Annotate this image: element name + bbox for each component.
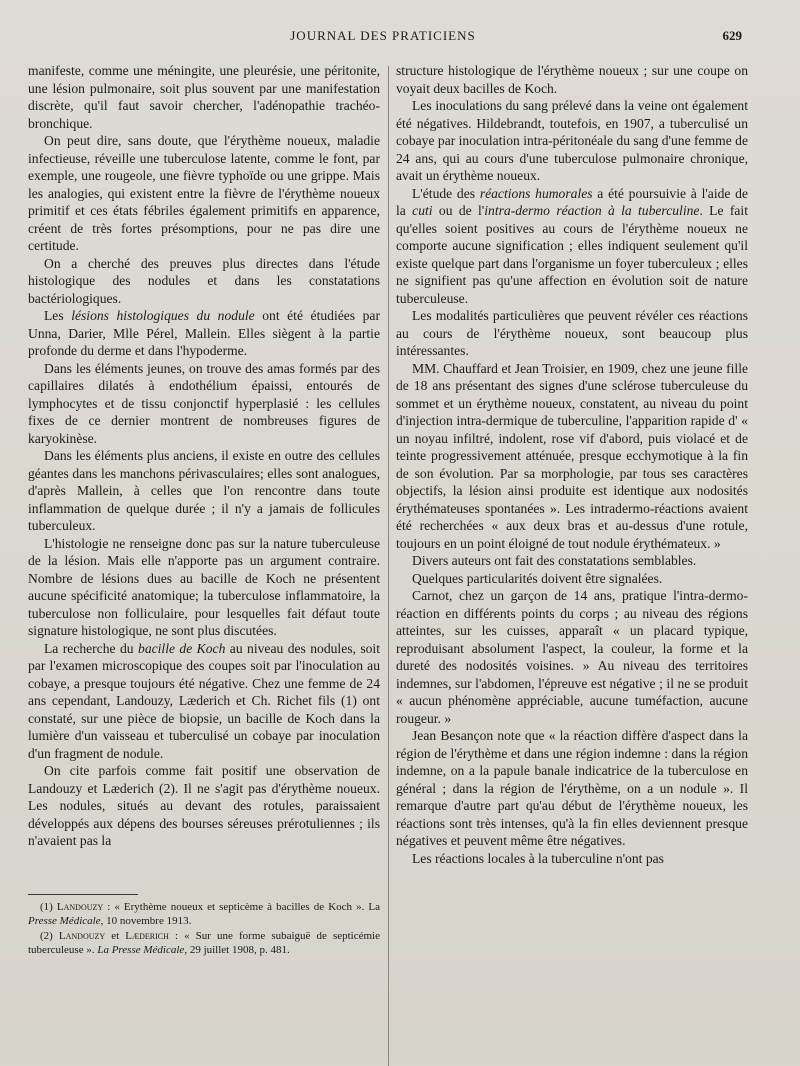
paragraph: Dans les éléments plus anciens, il existe en outre des cellules géantes dans les manchons périvasculaires; elles sont analogues, d'après Mallein, à celles que l'on rencontre dans toute inflammation de quelque durée ; il n'y a jamais de follicules tuberculeux.: [28, 448, 380, 533]
paragraph: MM. Chauffard et Jean Troisier, en 1909, chez une jeune fille de 18 ans présentant des signes d'une sclérose tuberculeuse du sommet et un érythème noueux, constatent, au niveau du point d'injection intra-dermique de tuberculine, l'apparition rapide d' « un noyau infiltré, indolent, rose vif d'abord, puis violacé et de teinte progressivement atténuée, presque ecchymotique à la fin de son évolution. Par sa morphologie, par tous ses caractères objectifs, la lésion ainsi produite est identique aux nodosités érythémateuses spontanées ». Les intradermo-réactions avaient été recherchées « aux deux bras et au-dessus d'une rotule, toujours en un point éloigné de tout nodule érythémateux. »: [396, 360, 748, 551]
paragraph: Divers auteurs ont fait des constatations semblables.: [412, 553, 697, 568]
paragraph: L'histologie ne renseigne donc pas sur la nature tuberculeuse de la lésion. Mais elle n'apporte pas un argument contraire. Nombre de lésions dues au bacille de Koch ne présentent aucune spécificité anatomique; la tuberculose inflammatoire, la tuberculose non folliculaire, pour lesquelles fait défaut toute signature histologique, ne sont plus discutées.: [28, 535, 380, 638]
paragraph: Les modalités particulières que peuvent révéler ces réactions au cours de l'érythème noueux, sont beaucoup plus intéressantes.: [396, 308, 748, 358]
paragraph: L'étude des réactions humorales a été poursuivie à l'aide de la cuti ou de l'intra-dermo réaction à la tuberculine. Le fait qu'elles soient positives au cours de l'érythème noueux ne comporte aucune signification ; elles indiquent seulement qu'il existe quelque part dans l'organisme un foyer tuberculeux ; elles ne signifient pas qu'une affection en évolution soit de nature tuberculeuse.: [396, 185, 749, 306]
paragraph: Carnot, chez un garçon de 14 ans, pratique l'intra-dermo-réaction en différents points du corps ; au niveau des régions atteintes, sur les cuisses, apparaît « un placard typique, reproduisant absolument l'aspect, la couleur, la forme et la dureté des nodosités voisines. » Au niveau des territoires indemnes, sur l'abdomen, l'épreuve est négative ; il ne se produit « aucun phénomène appréciable, aucune tuméfaction, aucune rougeur. »: [396, 588, 748, 726]
page-header: [24, 22, 742, 46]
emphasis: lésions histologiques du nodule: [71, 308, 255, 323]
paragraph: Les inoculations du sang prélevé dans la veine ont également été négatives. Hildebrandt, toutefois, en 1907, a tuberculisé un cobaye par inoculation intra-péritonéale du sang d'une femme de 24 ans, qui au cours d'une tuberculose pulmonaire chronique, avait un érythème noueux.: [396, 98, 748, 183]
paragraph: On a cherché des preuves plus directes dans l'étude histologique des nodules et dans les constatations bactériologiques.: [28, 255, 380, 306]
column-divider: [388, 66, 389, 1066]
paragraph: Jean Besançon note que « la réaction diffère d'aspect dans la région de l'érythème et dans une région indemne : dans la région indemne, on a la papule banale indicatrice de la tuberculose en général ; dans la région de l'érythème, on a un nodule ». Il remarque d'autre part qu'au début de l'érythème noueux, les réactions sont très intenses, qu'à la fin elles deviennent presque négatives et peuvent même être négatives.: [396, 728, 748, 848]
right-column: [396, 62, 748, 867]
paragraph: On cite parfois comme fait positif une observation de Landouzy et Læderich (2). Il ne s'agit pas d'érythème noueux. Les nodules, situés au devant des rotules, paraissaient développés aux dépens des bourses séreuses prérotuliennes ; ils n'avaient pas la: [28, 763, 380, 848]
paragraph: Dans les éléments jeunes, on trouve des amas formés par des capillaires dilatés à endothélium épaissi, entourés de lymphocytes et de tissu conjonctif hyperplasié : les cellules fixes de ce dernier montrent de nombreuses figures de karyokinèse.: [28, 360, 380, 446]
footnote-1: (1) Landouzy : « Erythème noueux et septicème à bacilles de Koch ». La Presse Médicale, 10 novembre 1913.: [28, 901, 381, 927]
footnote-2: (2) Landouzy et Læderich : « Sur une forme subaiguë de septicémie tuberculeuse ». La Presse Médicale, 29 juillet 1908, p. 481.: [28, 930, 380, 956]
paragraph: manifeste, comme une méningite, une pleurésie, une péritonite, une lésion pulmonaire, soit plus souvent par une manifestation discrète, qu'il faut savoir chercher, l'adénopathie trachéo-bronchique.: [28, 63, 380, 131]
footnote-rule: [28, 894, 138, 895]
paragraph: La recherche du bacille de Koch au niveau des nodules, soit par l'examen microscopique des coupes soit par l'inoculation au cobaye, a presque toujours été négative. Chez une femme de 24 ans cependant, Landouzy, Læderich et Ch. Richet fils (1) ont constaté, sur une pièce de biopsie, un bacille de Koch dans la lumière d'un vaisseau et tuberculisé un cobaye par inoculation d'un fragment de nodule.: [28, 640, 380, 761]
footnotes: [28, 900, 380, 958]
paragraph: structure histologique de l'érythème noueux ; sur une coupe on voyait deux bacilles de Koch.: [396, 63, 748, 96]
paragraph: On peut dire, sans doute, que l'érythème noueux, maladie infectieuse, réveille une tuberculose latente, comme le font, par exemple, une rougeole, une fièvre typhoïde ou une grippe. Mais les analogies, qui existent entre la fièvre de l'érythème noueux primitif et ces états fébriles également primitifs en apparence, créent de très fortes présomptions, pour ne pas dire une certitude.: [28, 133, 380, 253]
paragraph: Les lésions histologiques du nodule ont été étudiées par Unna, Darier, Mlle Pérel, Mallein. Elles siègent à la partie profonde du derme et dans l'hypoderme.: [28, 308, 380, 358]
journal-title: JOURNAL DES PRATICIENS: [290, 28, 476, 43]
page-number: 629: [722, 28, 742, 43]
paragraph: Quelques particularités doivent être signalées.: [412, 570, 663, 586]
emphasis: bacille de Koch: [138, 640, 226, 656]
left-column: [28, 62, 380, 850]
paragraph: Les réactions locales à la tuberculine n'ont pas: [412, 850, 664, 866]
